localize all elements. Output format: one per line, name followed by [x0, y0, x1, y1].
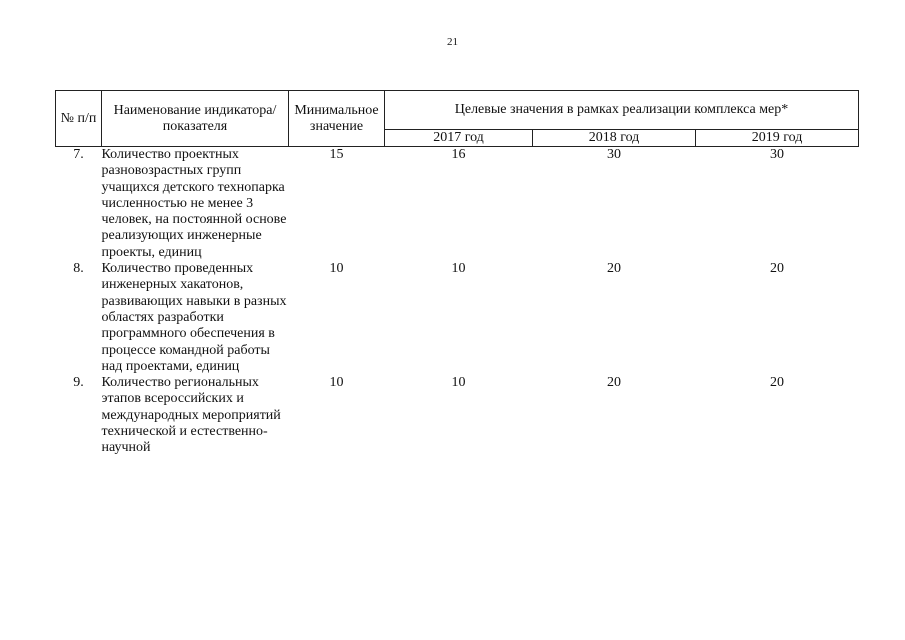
value-2019: 20: [770, 375, 785, 391]
value-2018: 30: [607, 147, 621, 162]
min-value: 15: [329, 147, 344, 162]
table-row: [56, 147, 859, 262]
row-number: 8.: [73, 261, 84, 277]
table-row: [56, 375, 859, 456]
page-number: 21: [447, 36, 458, 48]
table-row: [56, 261, 859, 375]
row-number: 7.: [73, 147, 84, 162]
value-2017: 16: [451, 147, 466, 162]
indicator-name: Количество региональных этапов всероссийских и международных мероприятий технической и естественно-научной: [101, 375, 281, 456]
header-num: № п/п: [56, 91, 102, 147]
header-year-2017: 2017 год: [385, 130, 533, 147]
value-2019: 30: [770, 147, 785, 162]
min-value: 10: [329, 261, 344, 277]
min-value: 10: [329, 375, 344, 391]
row-number: 9.: [73, 375, 84, 391]
indicator-name: Количество проведенных инженерных хакатонов, развивающих навыки в разных областях разработки программного обеспечения в процессе командной работы над проектами, единиц: [101, 261, 287, 374]
header-min-value: Минимальное значение: [289, 91, 385, 147]
header-target-values: Целевые значения в рамках реализации комплекса мер*: [385, 91, 859, 130]
header-name: Наименование индикатора/показателя: [102, 91, 289, 147]
value-2018: 20: [607, 375, 621, 391]
value-2019: 20: [770, 261, 785, 277]
value-2017: 10: [451, 261, 466, 277]
header-year-2019: 2019 год: [696, 130, 859, 147]
header-year-2018: 2018 год: [533, 130, 696, 147]
value-2018: 20: [607, 261, 621, 277]
indicator-name: Количество проектных разновозрастных групп учащихся детского технопарка численностью не менее 3 человек, на постоянной основе реализующих инженерные проекты, единиц: [101, 147, 287, 260]
value-2017: 10: [451, 375, 466, 391]
indicators-table: [55, 90, 859, 457]
